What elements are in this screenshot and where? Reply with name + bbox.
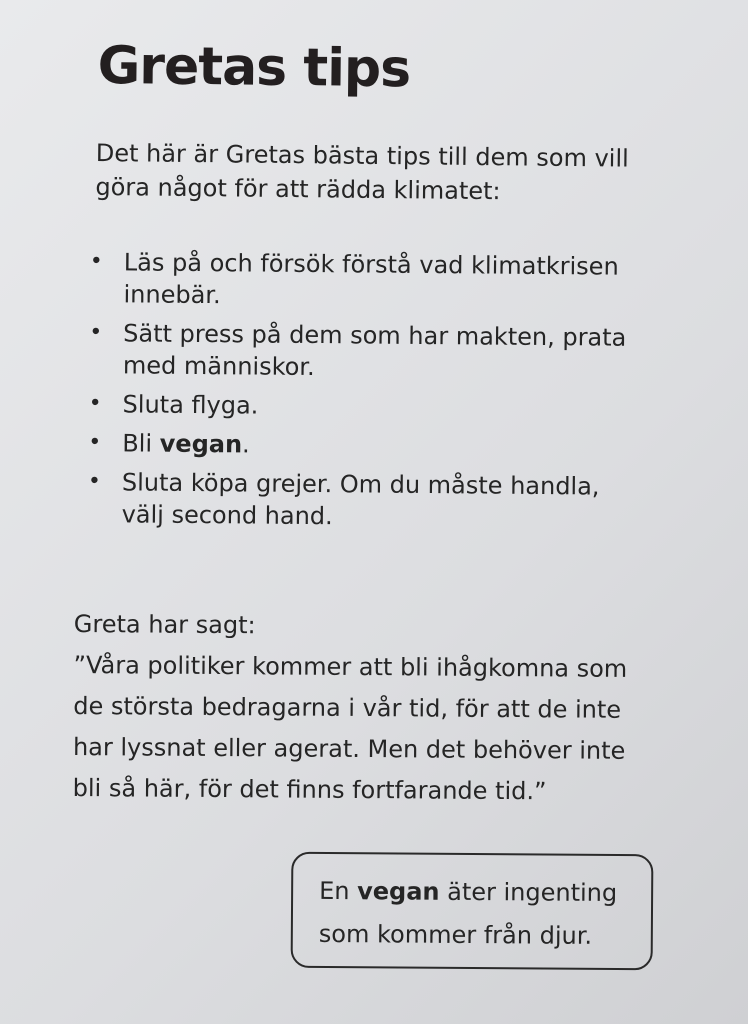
- tip-text-line: Sätt press på dem som har makten, prata: [123, 319, 627, 352]
- page-title: Gretas tips: [97, 36, 411, 100]
- tip-text-line: [122, 427, 662, 464]
- tip-item-read: [83, 246, 664, 315]
- bullet-icon: •: [88, 391, 102, 417]
- tip-item-stop-buying: [82, 466, 663, 535]
- bullet-icon: •: [89, 320, 103, 346]
- tip-item-vegan: [82, 427, 662, 464]
- tip-text-line: Sluta flyga.: [122, 390, 259, 420]
- tips-list: [81, 246, 664, 542]
- tip-text-line: Läs på och försök förstå vad klimatkrisen: [123, 248, 619, 281]
- tip-bold-word: vegan: [159, 429, 243, 459]
- vegan-definition-box: [291, 852, 654, 971]
- definition-line: [319, 870, 651, 915]
- tip-text-line: innebär.: [123, 280, 221, 310]
- definition-bold-word: vegan: [357, 877, 440, 906]
- tip-text-line: välj second hand.: [121, 500, 333, 531]
- tip-text-line: med människor.: [122, 351, 315, 382]
- definition-suffix: äter ingenting: [439, 877, 618, 908]
- tip-prefix: Bli: [122, 429, 160, 458]
- definition-prefix: En: [319, 876, 358, 906]
- quote-line: har lyssnat eller agerat. Men det behöver inte: [72, 732, 626, 765]
- tip-suffix: .: [241, 430, 250, 459]
- intro-line: Det här är Gretas bästa tips till dem som vill: [95, 138, 629, 173]
- tip-item-pressure: [83, 317, 664, 386]
- quote-section: [73, 604, 694, 813]
- intro-paragraph: [95, 136, 656, 210]
- bullet-icon: •: [89, 249, 103, 275]
- quote-line: bli så här, för det finns fortfarande tid.”: [72, 773, 547, 806]
- bullet-icon: •: [88, 430, 102, 456]
- quote-line: ”Våra politiker kommer att bli ihågkomna som: [73, 650, 628, 683]
- bullet-icon: •: [87, 469, 102, 495]
- intro-line: göra något för att rädda klimatet:: [95, 172, 501, 206]
- definition-line: som kommer från djur.: [318, 919, 593, 950]
- quote-line: de största bedragarna i vår tid, för att de inte: [73, 691, 622, 724]
- tip-item-stop-flying: [82, 388, 662, 425]
- quote-intro: Greta har sagt:: [73, 609, 256, 640]
- tip-text-line: Sluta köpa grejer. Om du måste handla,: [121, 468, 600, 501]
